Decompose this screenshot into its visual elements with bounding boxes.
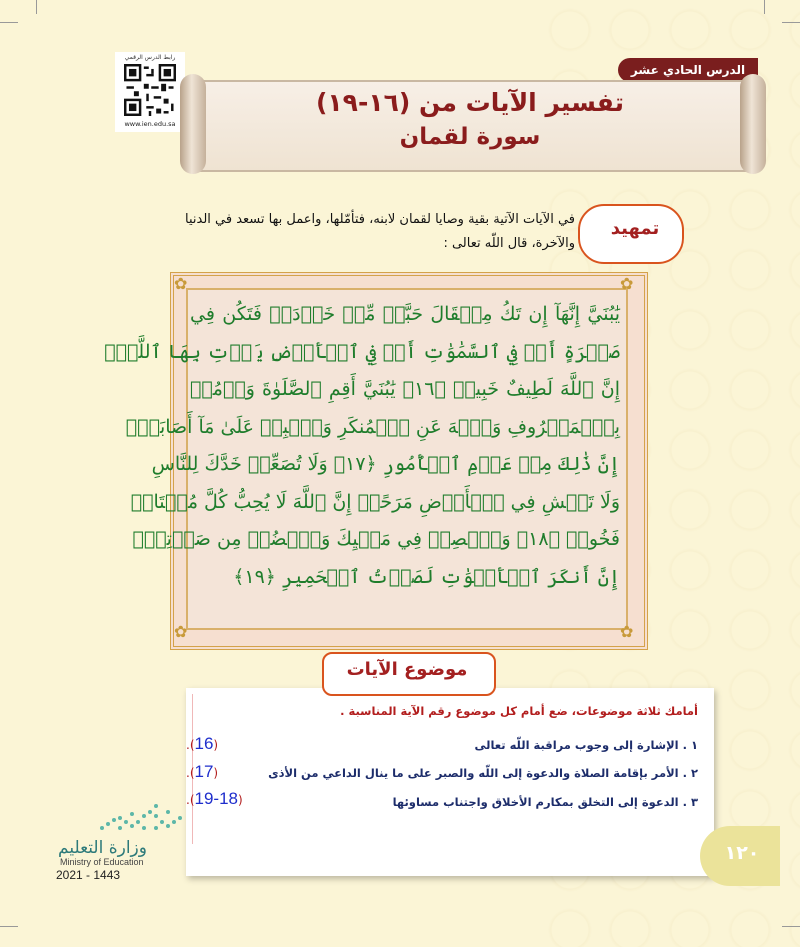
answer-field[interactable]: .(17)	[186, 762, 219, 781]
verse-line: إِنَّ أَنكَرَ ٱلۡأَصۡوَٰتِ لَصَوۡتُ ٱلۡحَمِيرِ ﴿١٩﴾	[233, 565, 620, 588]
exercise-item	[240, 795, 698, 809]
crop-mark	[0, 22, 18, 23]
exercise-item-text: ١ . الإشارة إلى وجوب مراقبة اللّه تعالى	[474, 738, 698, 752]
verse-line: بِٱلۡمَعۡرُوفِ وَٱنۡهَ عَنِ ٱلۡمُنكَرِ وَٱصۡبِرۡ عَلَىٰ مَآ أَصَابَكَۖ	[125, 415, 620, 438]
answer-field[interactable]: .(19-18)	[186, 789, 243, 808]
crop-mark	[782, 22, 800, 23]
verse-line: يَٰبُنَيَّ إِنَّهَآ إِن تَكُ مِثۡقَالَ حَبَّةٖ مِّنۡ خَرۡدَلٖ فَتَكُن فِي	[190, 303, 620, 325]
answer-value: 17	[194, 762, 214, 781]
crop-mark	[0, 926, 18, 927]
page-number: ١٢٠	[724, 842, 760, 864]
lesson-subtitle: سورة لقمان	[399, 124, 541, 150]
qr-url[interactable]: www.ien.edu.sa	[124, 120, 176, 128]
qr-caption: رابط الدرس الرقمي	[124, 54, 176, 61]
quran-verses	[104, 296, 620, 596]
ministry-name-english: Ministry of Education	[60, 857, 144, 867]
corner-ornament-icon: ✿	[174, 274, 188, 293]
edition-year: 2021 - 1443	[56, 868, 121, 882]
corner-ornament-icon: ✿	[174, 622, 188, 641]
corner-ornament-icon: ✿	[620, 274, 634, 293]
crop-mark	[764, 0, 765, 14]
lesson-title: تفسير الآيات من (١٦-١٩)	[315, 88, 625, 117]
crop-mark	[782, 926, 800, 927]
subject-label: موضوع الآيات	[346, 659, 468, 680]
verse-line: إِنَّ ٱللَّهَ لَطِيفٌ خَبِيرٞ ﴿١٦﴾ يَٰبُنَيَّ أَقِمِ ٱلصَّلَوٰةَ وَأۡمُرۡ	[190, 378, 620, 400]
verse-line: صَخۡرَةٍ أَوۡ فِي ٱلسَّمَٰوَٰتِ أَوۡ فِي ٱلۡأَرۡضِ يَأۡتِ بِهَا ٱللَّهُۚ	[104, 340, 620, 363]
exercise-item-text: ٢ . الأمر بإقامة الصلاة والدعوة إلى اللّه والصبر على ما ينال الداعي من الأذى	[268, 766, 698, 780]
ministry-logo-icon	[96, 800, 184, 834]
verse-line: فَخُورٖ ﴿١٨﴾ وَٱقۡصِدۡ فِي مَشۡيِكَ وَٱغۡضُضۡ مِن صَوۡتِكَۚ	[132, 528, 620, 550]
verse-line: إِنَّ ذَٰلِكَ مِنۡ عَزۡمِ ٱلۡأُمُورِ ﴿١٧﴾ وَلَا تُصَعِّرۡ خَدَّكَ لِلنَّاسِ	[151, 453, 620, 475]
answer-value: 16	[194, 734, 214, 753]
intro-label: تمهيد	[610, 218, 660, 239]
qr-code-icon[interactable]	[124, 64, 176, 116]
verse-line: وَلَا تَمۡشِ فِي ٱلۡأَرۡضِ مَرَحًاۖ إِنَّ ٱللَّهَ لَا يُحِبُّ كُلَّ مُخۡتَالٖ	[130, 490, 620, 513]
answer-value: 19-18	[194, 789, 238, 808]
exercise-item	[240, 738, 698, 752]
exercise-item-text: ٣ . الدعوة إلى التخلق بمكارم الأخلاق واجتناب مساوئها	[392, 795, 698, 809]
corner-ornament-icon: ✿	[620, 622, 634, 641]
exercise-instruction: أمامك ثلاثة موضوعات، ضع أمام كل موضوع رقم الآية المناسبة .	[340, 704, 698, 718]
crop-mark	[36, 0, 37, 14]
scroll-roll-left	[180, 74, 206, 174]
intro-text: في الآيات الآتية بقية وصايا لقمان لابنه، فتأمّلها، واعمل بها تسعد في الدنيا والآخرة، قال اللّه تعالى :	[185, 212, 575, 251]
answer-field[interactable]: .(16)	[186, 734, 219, 753]
lesson-number-tag: الدرس الحادي عشر	[618, 58, 758, 82]
ministry-name-arabic: وزارة التعليم	[58, 838, 147, 858]
scroll-roll-right	[740, 74, 766, 174]
exercise-item	[240, 766, 698, 780]
